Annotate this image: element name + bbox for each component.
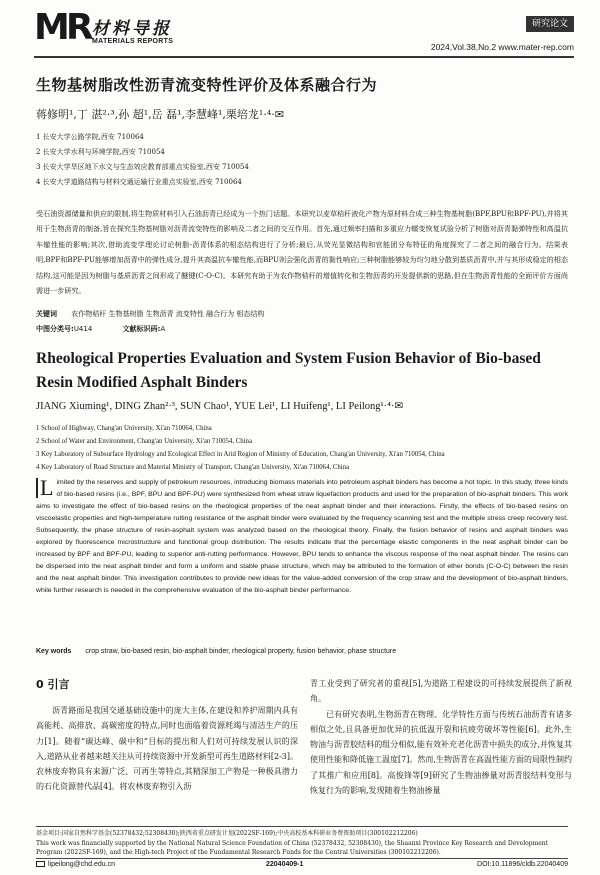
footnote-divider (36, 826, 568, 827)
intro-paragraph: 已有研究表明,生物沥青在物理、化学特性方面与传统石油沥青有诸多相似之处,且具备更加优异的抗低温开裂和抗疲劳破坏等性能[6]。此外,生物油与沥青胶结料的组分相似,能有效补充老化沥青中损失的成分,并恢复其使用性能和降低施工温度[7]。然而,生物沥青在高温性能方面的局限性制约了其推广和应用[8]。高俊锋等[9]研究了生物油掺量对沥青胶结料变形与恢复行为的影响,发现随着生物油掺量 (310, 709, 572, 796)
affiliation-cn: 1 长安大学公路学院,西安 710064 (36, 133, 144, 141)
footer-divider (36, 858, 568, 859)
authors-cn: 蒋修明¹,丁 湛²·³,孙 超¹,岳 磊¹,李慧峰¹,栗培龙¹·⁴·✉ (36, 108, 284, 121)
keywords-cn-label: 关键词 (36, 310, 57, 318)
intro-paragraph: 沥青路面是我国交通基础设施中的庞大主体,在建设和养护周期内具有高能耗、高排放、高碳密度的特点,同时也面临着资源耗竭与清洁生产的压力[1]。随着“碳达峰、碳中和”目标的提出和人们对可持续发展认识的深入,道路从业者越来越关注从可持续资源中开发新型可再生道路材料[2-3]。农林废弃物具有来源广泛、可再生等特点,其精深加工产物是一种极具潜力的石化资源替代品[4]。将农林废弃物引入沥 (36, 706, 298, 792)
journal-name-en: MATERIALS REPORTS (92, 38, 174, 45)
classification-cn (36, 324, 193, 334)
affiliation-en: 2 School of Water and Environment, Chang'an University, Xi'an 710054, China (36, 438, 252, 445)
affiliations-cn (36, 130, 249, 190)
article-type-badge: 研究论文 (526, 16, 574, 32)
title-cn: 生物基树脂改性沥青流变特性评价及体系融合行为 (36, 76, 378, 94)
mail-icon (36, 861, 45, 867)
intro-column-left (36, 676, 298, 795)
clc-value: U414 (73, 325, 93, 333)
keywords-en (36, 648, 396, 655)
affiliation-cn: 2 长安大学水利与环境学院,西安 710054 (36, 148, 165, 156)
keywords-en-label: Key words (36, 648, 72, 655)
abstract-cn: 受石油资源储量和供应的限制,将生物质材料引入石油沥青已经成为一个热门话题。本研究以麦草秸秆液化产物为原材料合成三种生物基树脂(BPF,BPU和BPF-PU),并将其用于生物沥青的制备,旨在探究生物基树脂对沥青流变特性的影响及二者之间的交互作用。首先,通过频率扫描和多重应力蠕变恢复试验分析了树脂对沥青黏弹特性和高温抗车辙性能的影响;其次,借助流变学理论讨论树脂-沥青体系的相态结构进行了分析;最后,从荧光显微结构和官能团分布特征的角度探究了二者之间的融合行为。结果表明,BPF和BPF-PU能够增加沥青中的弹性成分,提升其高温抗车辙性能,而BPU则会强化沥青的黏性响应;三种树脂能够较为均匀地分散到基质沥青中,并与其形成稳定的相态结构,这可能是因为树脂与基质沥青之间形成了醚键(C-O-C)。本研究有助于为农作物秸秆的增值转化和生物沥青的开发提供新的思路,但在生物沥青性能的全面评价方面尚需进一步研究。 (36, 209, 568, 296)
journal-header (34, 8, 574, 54)
funding-footnote (36, 829, 568, 858)
page-id: 22040409-1 (266, 861, 304, 868)
keywords-cn-text: 农作物秸秆 生物基树脂 生物沥青 流变特性 融合行为 相态结构 (71, 310, 265, 318)
abstract-en-text: imited by the reserves and supply of petroleum resources, introducing biomass materials into petroleum asphalt binders has become a hot topic. In this study, three kinds of bio-based resins (i.e., BPF, BPU and BPF-PU) were synthesized from wheat straw liquefaction products and used for the preparation of bio-asphalt binders. This work aims to investigate the effect of bio-based resins on the rheological properties of the neat asphalt binder and their interactions. Firstly, the effects of bio-based resins on viscoelastic properties and high-temperature rutting resistance of the asphalt binder were evaluated by the frequency scanning test and the multiple stress creep recovery test. Subsequently, the phase structure of resin-asphalt system was analyzed based on the rheological theory. Finally, the fusion behavior of resins and asphalt binders was explored by fluorescence microstructure and functional group distribution. The results indicate that the percentage elastic components in the neat asphalt binder can be increased by BPF and BPF-PU, leading to superior anti-rutting performance. However, BPU tends to enhance the viscous response of the neat asphalt binder. The resins can be dispersed into the neat asphalt binder and form a uniform and stable phase structure, which may be attributed to the formation of ether bonds (C-O-C) between the resin and the neat asphalt binder. This investigation contributes to provide new ideas for the value-added conversion of the crop straw and the development of bio-asphalt binders, while further research is needed in the comprehensive evaluation of the bio-asphalt binder performance. (36, 479, 568, 594)
header-divider (34, 56, 574, 58)
email-text: lipeilong@chd.edu.cn (48, 861, 116, 868)
funding-en: This work was financially supported by the National Natural Science Foundation of China (52378432, 52308430), the Shaanxi Province Key Research and Development Program (2022SF-169), and the High-tech Project of the Fundamental Research Funds for the Central Universities (300102212206). (36, 839, 549, 856)
doi-link[interactable]: DOI:10.11896/cldb.22040409 (477, 861, 568, 868)
title-en: Rheological Properties Evaluation and System Fusion Behavior of Bio-based Resin Modified Asphalt Binders (36, 350, 541, 391)
journal-volume-info: 2024,Vol.38,No.2 www.mater-rep.com (430, 42, 574, 52)
authors-en: JIANG Xiuming¹, DING Zhan²·³, SUN Chao¹, YUE Lei¹, LI Huifeng¹, LI Peilong¹·⁴·✉ (36, 401, 404, 412)
doc-code-value: A (160, 325, 166, 333)
journal-name-cn: 材料导报 (92, 19, 172, 39)
affiliation-en: 4 Key Laboratory of Road Structure and Material Ministry of Transport, Chang'an University, Xi'an 710064, China (36, 464, 350, 471)
affiliation-cn: 3 长安大学旱区地下水文与生态效应教育部重点实验室,西安 710054 (36, 163, 249, 171)
logo-mark-text: MR (34, 7, 90, 48)
funding-cn: 基金项目:国家自然科学基金(52378432;52308430);陕西省重点研发计划(2022SF-169);中央高校基本科研业务费资助项目(300102212206) (36, 830, 418, 837)
section-heading-intro: 0 引言 (36, 678, 70, 691)
intro-column-right (310, 676, 572, 798)
affiliation-en: 1 School of Highway, Chang'an University, Xi'an 710064, China (36, 425, 212, 432)
doc-code-label: 文献标识码: (122, 325, 161, 333)
intro-paragraph-continued: 青工业受到了研究者的重视[5],为道路工程建设的可持续发展提供了新视角。 (310, 679, 572, 704)
clc-label: 中图分类号: (36, 325, 74, 333)
corresponding-email[interactable] (36, 861, 115, 868)
keywords-cn (36, 309, 264, 319)
journal-logo (34, 7, 90, 48)
abstract-dropcap: L (36, 478, 53, 498)
abstract-en (36, 477, 568, 597)
affiliation-cn: 4 长安大学道路结构与材料交通运输行业重点实验室,西安 710064 (36, 178, 242, 186)
keywords-en-text: crop straw, bio-based resin, bio-asphalt binder, rheological property, fusion behavior, phase structure (85, 648, 397, 655)
affiliation-en: 3 Key Laboratory of Subsurface Hydrology and Ecological Effect in Arid Region of Ministry of Education, Chang'an University, Xi'an 710054, China (36, 451, 445, 458)
affiliations-en (36, 422, 445, 474)
